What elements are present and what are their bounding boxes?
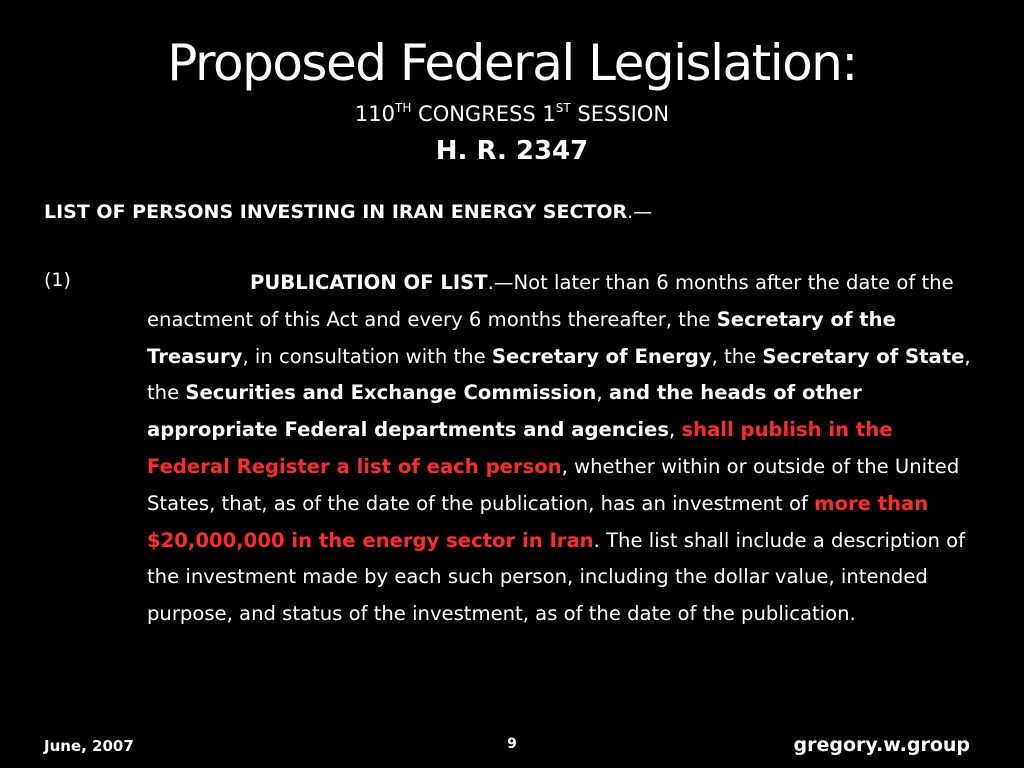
paragraph-text: .—Not later than 6 months after the date of the enactment of this Act and every 6 months thereafter, the [147,271,954,331]
paragraph-text: , the [711,344,763,368]
paragraph-text: , whether within or outside of the United States, that, as of the date of the publication, has an investment of [147,454,960,515]
paragraph-text: . The list shall include a description of the investment made by each such person, including the dollar value, intended purpose, and status of the investment, as of the date of the publication. [147,528,966,626]
congress-label: CONGRESS 1 [411,102,556,126]
highlight-publish-list: shall publish in the Federal Register a list of each person [147,418,893,478]
paragraph-text: , the [147,344,971,405]
entity-other-agencies: and the heads of other appropriate Federal departments and agencies [147,381,862,442]
highlight-investment-threshold: more than $20,000,000 in the energy sector in Iran [147,491,929,552]
section-heading-dash: .— [627,201,653,223]
congress-number: 110 [354,102,395,126]
congress-session [0,100,1024,128]
paragraph-text: , [596,381,609,405]
section-heading [44,199,984,225]
footer-date: June, 2007 [44,737,134,755]
session-number-suffix: ST [555,101,571,115]
section-heading-text: LIST OF PERSONS INVESTING IN IRAN ENERGY SECTOR [44,201,628,223]
page-number: 9 [507,736,517,752]
paragraph-number: (1) [44,269,71,291]
bill-number: H. R. 2347 [435,136,589,166]
footer-author: gregory.w.group [793,734,970,756]
entity-treasury: Secretary of the Treasury [147,307,896,368]
entity-state: Secretary of State [762,344,965,368]
paragraph-text: , [669,418,682,442]
paragraph-text: , in consultation with the [242,344,492,368]
paragraph-body [147,265,977,633]
slide-title: Proposed Federal Legislation: [167,34,857,92]
entity-sec: Securities and Exchange Commission [185,381,597,405]
congress-number-suffix: TH [395,101,412,115]
paragraph-heading: PUBLICATION OF LIST [250,271,488,294]
session-label: SESSION [570,102,670,126]
entity-energy: Secretary of Energy [491,344,712,368]
